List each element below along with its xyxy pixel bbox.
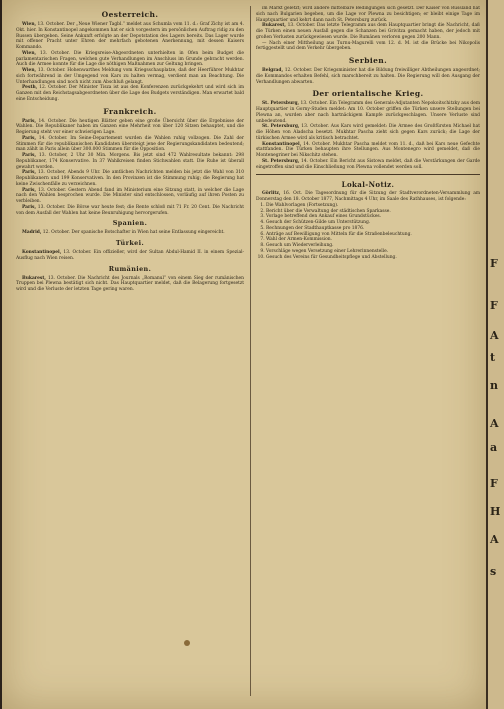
adjacent-page-edge: [486, 0, 504, 709]
list-item: 3. Vorlage betreffend den Ankauf eines Grundstückes.: [266, 214, 480, 220]
dateline: St. Petersburg,: [262, 158, 300, 164]
list-item: 9. Vorschläge wegen Versetzung einer Lehrerinnenstelle.: [266, 249, 480, 255]
article-text: 13. October. Ein offizieller, wird der Sultan Abdul-Hamid II. in einem Spezial-Ausflug nach Wien reisen.: [16, 250, 244, 261]
section-heading: Lokal-Notiz.: [341, 180, 395, 190]
list-item: 4. Gesuch der Schützen-Gilde um Unterstützung.: [266, 220, 480, 226]
spine-letter: A: [490, 417, 499, 430]
spine-letter: F: [490, 257, 498, 270]
newspaper-page: [2, 0, 486, 709]
article-paragraph: [256, 6, 480, 23]
list-item: 2. Bericht über die Verwaltung der städtischen Sparkasse.: [266, 209, 480, 215]
left-column: [16, 6, 244, 706]
article-text: im Markt geletzt; wird andere mittelbare Bedingungen sich gesetzt. Der Kaiser von Russland hat sich nach Bulgarien begeben, um die Lage vor Plewna zu besichtigen; er bleibt einige Tage im Hauptquartier und kehrt dann nach St. Petersburg zurück.: [256, 6, 480, 23]
article-text: 13. October. Die Kriegsreise-Abgeordneten unterhielten in Ofen beim Budget die parlamentarischen Fragen, welchen gute Verhandlungen im Anschluss im Grunde gebracht werden. Auch die Armee konnte für die Lage die nöthigen Maßnahmen zur Geltung bringen.: [16, 50, 244, 68]
list-item: 7. Wahl der Armen-Kommission.: [266, 237, 480, 243]
article-paragraph: [16, 170, 244, 187]
article-paragraph: [16, 230, 244, 236]
article-text: 14. October. Die heutigen Blätter geben eine große Übersicht über die Ergebnisse der Wahlen. Die Republikaner haben im Ganzen eine Mehrheit von über 120 Sitzen behauptet, und die Regierung steht vor einer schwierigen Lage.: [16, 118, 244, 135]
article-paragraph: [256, 142, 480, 159]
article-paragraph: [16, 22, 244, 51]
article-paragraph: [16, 85, 244, 102]
list-item: 1. Die Wahlvorlagen (Fortsetzung).: [266, 203, 480, 209]
article-paragraph: [256, 159, 480, 171]
section-heading: Serbien.: [348, 56, 388, 65]
article-text: 13. October. Gestern Abend fand im Ministerium eine Sitzung statt, in welcher die Lage nach den Wahlen besprochen wurde. Die Minister sind entschlossen, vorläufig auf ihren Posten zu verbleiben.: [16, 187, 244, 204]
dateline: Paris,: [22, 153, 37, 158]
article-text: 12. October. Der spanische Botschafter in Wien hat seine Entlassung eingereicht.: [42, 230, 225, 236]
spine-letter: a: [490, 441, 498, 454]
spine-letter: F: [490, 299, 498, 312]
article-paragraph: [16, 119, 244, 136]
section-rumaenien: [16, 265, 244, 293]
spine-letter: A: [490, 329, 499, 342]
article-paragraph: [256, 41, 480, 53]
article-text: 14. October. Mukhtar Pascha meldet vom 11. d., daß bei Kars neue Gefechte stattfanden. Die Türken behaupten ihre Stellungen. Aus Montenegro wird gemeldet, daß die Montenegriner bei Nikschitz stehen.: [256, 141, 480, 158]
article-paragraph: [16, 153, 244, 170]
article-text: 13. October. Der „Neue Wiener Tagbl.“ meldet aus Schumla vom 11. d.: Graf Zichy ist am 4. Okt. hier. In Konstantinopel angekommen hat er sich vorgestern im persönlichen Auftrag ridig zu den Russen übergeben. Seine Ankunft erfolgte an der Depotstation des Lagers bereits. Das Lager wurde mit offener Pracht unter Ehren der mehrfach gebotenen Anerkennung, mit dessen Kaisers Kommando.: [16, 22, 244, 50]
article-text: 13. October. Hohenwarthes Meldung vom Kriegsschauplatze, daß der Heerführer Mukhtar sich fortwährend in der Umgegend von Kars zu halten vermag, verdient man an Beachtung. Die Unterhandlungen sind noch nicht zum Abschluß gelangt.: [16, 68, 244, 85]
article-paragraph: [16, 51, 244, 68]
dateline: Görlitz,: [262, 191, 281, 197]
section-heading: Oesterreich.: [101, 10, 159, 19]
article-paragraph: [256, 68, 480, 85]
spine-letter: A: [490, 533, 499, 546]
list-item: 10. Gesuch des Vereins für Gesundheitspflege und Abstellung.: [266, 255, 480, 261]
article-text: 13. October. Ein Telegramm des Generals-Adjutanten Nepokoitschitzky aus dem Hauptquartier in Gorny-Studen meldet: Am 10. October griffen die Türken unsere Stellungen bei Plewna an, wurden aber nach hartnäckigem Kampfe zurückgeschlagen. Unsere Verluste sind unbedeutend.: [256, 101, 480, 124]
dateline: Bukarest,: [262, 23, 286, 29]
section-heading: Spanien.: [112, 219, 148, 228]
dateline: Paris,: [22, 170, 37, 176]
section-orient-krieg: [256, 88, 480, 170]
article-text: 12. October. Der Kriegsminister hat die Bildung freiwilliger Abtheilungen angeordnet; die Kommandos erhalten Befehl, sich marschbereit zu halten. Die Regierung will den Ausgang der Verhandlungen abwarten.: [256, 68, 480, 85]
article-paragraph: [256, 23, 480, 40]
spine-letter: t: [490, 351, 496, 364]
article-text: 14. October. Ein Bericht aus Sistowa meldet, daß die Verstärkungen der Garde eingetroffen sind und die Einschließung von Plewna vollendet werden soll.: [256, 158, 480, 170]
article-text: 16. Oct. Die Tagesordnung für die Sitzung der Stadtverordneten-Versammlung am Donnerstag den 18. October 1877, Nachmittags 4 Uhr, im Saale des Rathhauses, ist folgende:: [256, 191, 480, 202]
dateline: Belgrad,: [262, 68, 283, 73]
article-paragraph: [16, 205, 244, 217]
list-item: 8. Gesuch um Wiederverleihung.: [266, 243, 480, 249]
article-text: 13. October, 2 Uhr 30 Min. Morgens. Bis jetzt sind 472 Wahlresultate bekannt: 298 Republikaner, 174 Konservative. In 37 Wahlkreisen finden Stichwahlen statt. Die Ruhe ist überall gewahrt worden.: [16, 153, 244, 170]
agenda-list: [256, 203, 480, 261]
section-lokal-notiz: [256, 174, 480, 260]
section-continuation: [256, 6, 480, 52]
dateline: Paris,: [22, 187, 37, 193]
spine-letter: s: [490, 565, 497, 578]
section-serbien: [256, 55, 480, 85]
dateline: Wien,: [22, 22, 37, 27]
spine-letter: F: [490, 477, 498, 490]
section-tuerkei: [16, 239, 244, 262]
section-oesterreich: [16, 9, 244, 103]
article-paragraph: [16, 68, 244, 85]
dateline: Konstantinopel,: [262, 141, 302, 147]
spine-letter: n: [490, 379, 498, 392]
article-paragraph: [16, 188, 244, 205]
dateline: Wien,: [22, 50, 37, 56]
section-spanien: [16, 219, 244, 236]
dateline: Paris,: [22, 204, 37, 210]
section-heading: Der orientalische Krieg.: [312, 89, 424, 99]
right-column: [256, 6, 480, 706]
dateline: Madrid,: [22, 230, 42, 236]
dateline: Paris,: [22, 135, 37, 141]
section-frankreich: [16, 106, 244, 217]
dateline: Pesth,: [22, 85, 38, 91]
dateline: Konstantinopel,: [22, 250, 62, 255]
article-paragraph: [16, 276, 244, 293]
list-item: 6. Anträge auf Bewilligung von Mitteln für die Straßenbeleuchtung.: [266, 232, 480, 238]
article-text: 13. October. Die Börse war heute fest; die Rente schloß mit 71 Fr. 20 Cent. Die Nachricht von dem Ausfall der Wahlen hat keine Beunruhigung hervorgerufen.: [16, 204, 244, 216]
article-text: 13. October. Die Nachricht des Journals „Romanul“ von einem Sieg der rumänischen Truppen bei Plewna bestätigt sich nicht. Das Hauptquartier meldet, daß die Belagerung fortgesetzt wird und die Verluste der letzten Tage gering waren.: [16, 275, 244, 292]
dateline: Paris,: [22, 118, 37, 124]
article-text: 12. October. Der Minister Tisza ist aus den Konferenzen zurückgekehrt und wird sich im Ganzen mit den Reichstagsabgeordneten über die Lage des Budgets verständigen. Man erwartet bald eine Entscheidung.: [16, 85, 244, 102]
section-heading: Frankreich.: [103, 106, 157, 116]
article-text: 13. October. Das letzte Telegramm aus dem Hauptquartier bringt die Nachricht, daß die Türken einen neuen Ausfall gegen die Schanzen bei Grivitza gemacht haben, der jedoch mit großen Verlusten zurückgewiesen wurde. Die Rumänen verloren gegen 200 Mann.: [256, 23, 480, 40]
article-paragraph: [256, 101, 480, 124]
article-text: — Nach einer Mittheilung aus Turnu-Magurelli vom 12. d. M. ist die Brücke bei Nikopolis fertiggestellt und dem Verkehr übergeben.: [256, 40, 480, 52]
dateline: St. Petersburg,: [262, 124, 300, 130]
dateline: St. Petersburg,: [262, 101, 300, 107]
column-divider: [250, 6, 251, 696]
spine-letter: H: [490, 505, 501, 518]
article-paragraph: [16, 136, 244, 153]
list-item: 5. Rechnungen der Stadthauptkasse pro 1876.: [266, 226, 480, 232]
dateline: Bukarest,: [22, 275, 46, 281]
article-text: 14. October. Im Seine-Departement wurden die Wahlen ruhig vollzogen. Die Zahl der Stimmen für die republikanischen Kandidaten übersteigt jene der Regierungskandidaten bedeutend; man zählt in Paris allein über 300.000 Stimmen für die Opposition.: [16, 135, 244, 153]
article-paragraph: [256, 191, 480, 203]
article-paragraph: [256, 124, 480, 141]
dateline: Wien,: [22, 68, 37, 73]
article-text: 13. October, Abends 9 Uhr. Die amtlichen Nachrichten melden bis jetzt die Wahl von 310 Republikanern und 199 Konservativen. In den Provinzen ist die Stimmung ruhig; die Regierung hat keine Zwischenfälle zu verzeichnen.: [16, 170, 244, 187]
pin-mark: [184, 640, 190, 646]
article-text: 13. October. Aus Kars wird gemeldet: Die Armee des Großfürsten Michael hat die Höhen von Aladscha besetzt. Mukhtar Pascha zieht sich gegen Kars zurück; die Lage der türkischen Armee wird als kritisch betrachtet.: [256, 124, 480, 141]
section-heading: Rumänien.: [108, 264, 152, 273]
section-heading: Türkei.: [115, 239, 145, 247]
article-paragraph: [16, 250, 244, 262]
